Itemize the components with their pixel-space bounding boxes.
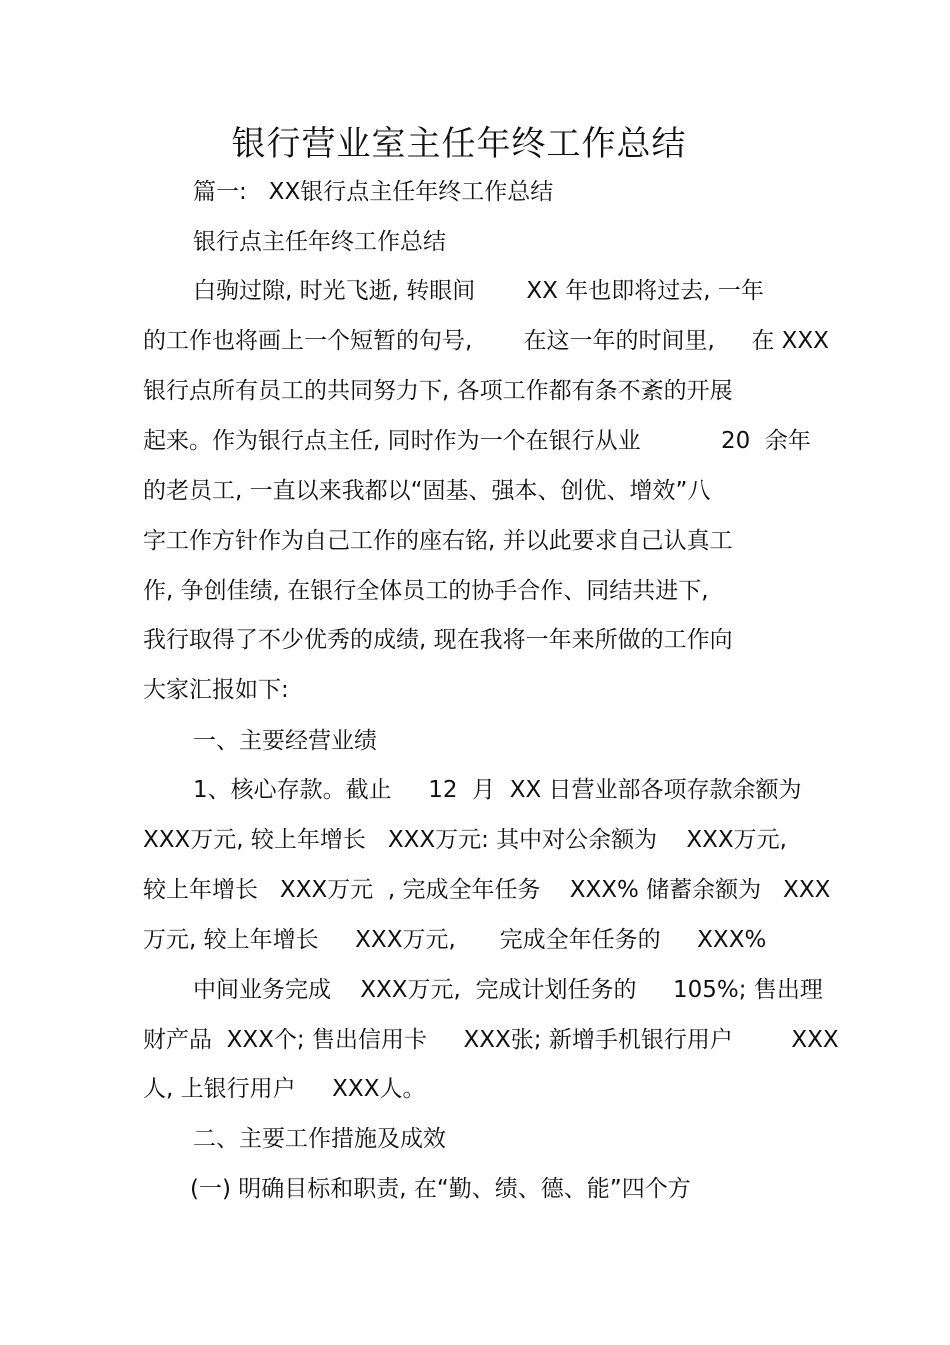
- paragraph-line: 财产品 XXX个; 售出信用卡 XXX张; 新增手机银行用户 XXX: [143, 1027, 839, 1053]
- paragraph-line: 起来。作为银行点主任, 同时作为一个在银行从业 20 余年: [143, 428, 811, 454]
- section-heading: 二、主要工作措施及成效: [193, 1126, 446, 1152]
- subsection-heading: (一) 明确目标和职责, 在“勤、绩、德、能”四个方: [190, 1176, 691, 1202]
- paragraph-line: 我行取得了不少优秀的成绩, 现在我将一年来所做的工作向: [143, 627, 733, 653]
- paragraph-line: 的工作也将画上一个短暂的句号, 在这一年的时间里, 在 XXX: [143, 328, 829, 354]
- paragraph-line: 人, 上银行用户 XXX人。: [143, 1076, 426, 1102]
- paragraph-line: 作, 争创佳绩, 在银行全体员工的协手合作、同结共进下,: [143, 578, 709, 604]
- paragraph-line: 字工作方针作为自己工作的座右铭, 并以此要求自己认真工: [143, 528, 733, 554]
- paragraph-line: 中间业务完成 XXX万元, 完成计划任务的 105%; 售出理: [193, 977, 823, 1003]
- section-heading: 一、主要经营业绩: [193, 728, 377, 754]
- paragraph-line: 万元, 较上年增长 XXX万元, 完成全年任务的 XXX%: [143, 927, 767, 953]
- subtitle: 银行点主任年终工作总结: [193, 229, 446, 255]
- paragraph-line: XXX万元, 较上年增长 XXX万元: 其中对公余额为 XXX万元,: [143, 827, 787, 853]
- paragraph-line: 的老员工, 一直以来我都以“固基、强本、创优、增效”八: [143, 478, 711, 504]
- paragraph-line: 银行点所有员工的共同努力下, 各项工作都有条不紊的开展: [143, 378, 733, 404]
- document-title: 银行营业室主任年终工作总结: [231, 124, 687, 164]
- paragraph-line: 大家汇报如下:: [143, 677, 289, 703]
- paragraph-line: 1、核心存款。截止 12 月 XX 日营业部各项存款余额为: [193, 777, 802, 803]
- paragraph-line: 较上年增长 XXX万元 , 完成全年任务 XXX% 储蓄余额为 XXX: [143, 877, 831, 903]
- paragraph-line: 白驹过隙, 时光飞逝, 转眼间 XX 年也即将过去, 一年: [193, 278, 764, 304]
- chapter-heading: 篇一: XX银行点主任年终工作总结: [193, 179, 554, 205]
